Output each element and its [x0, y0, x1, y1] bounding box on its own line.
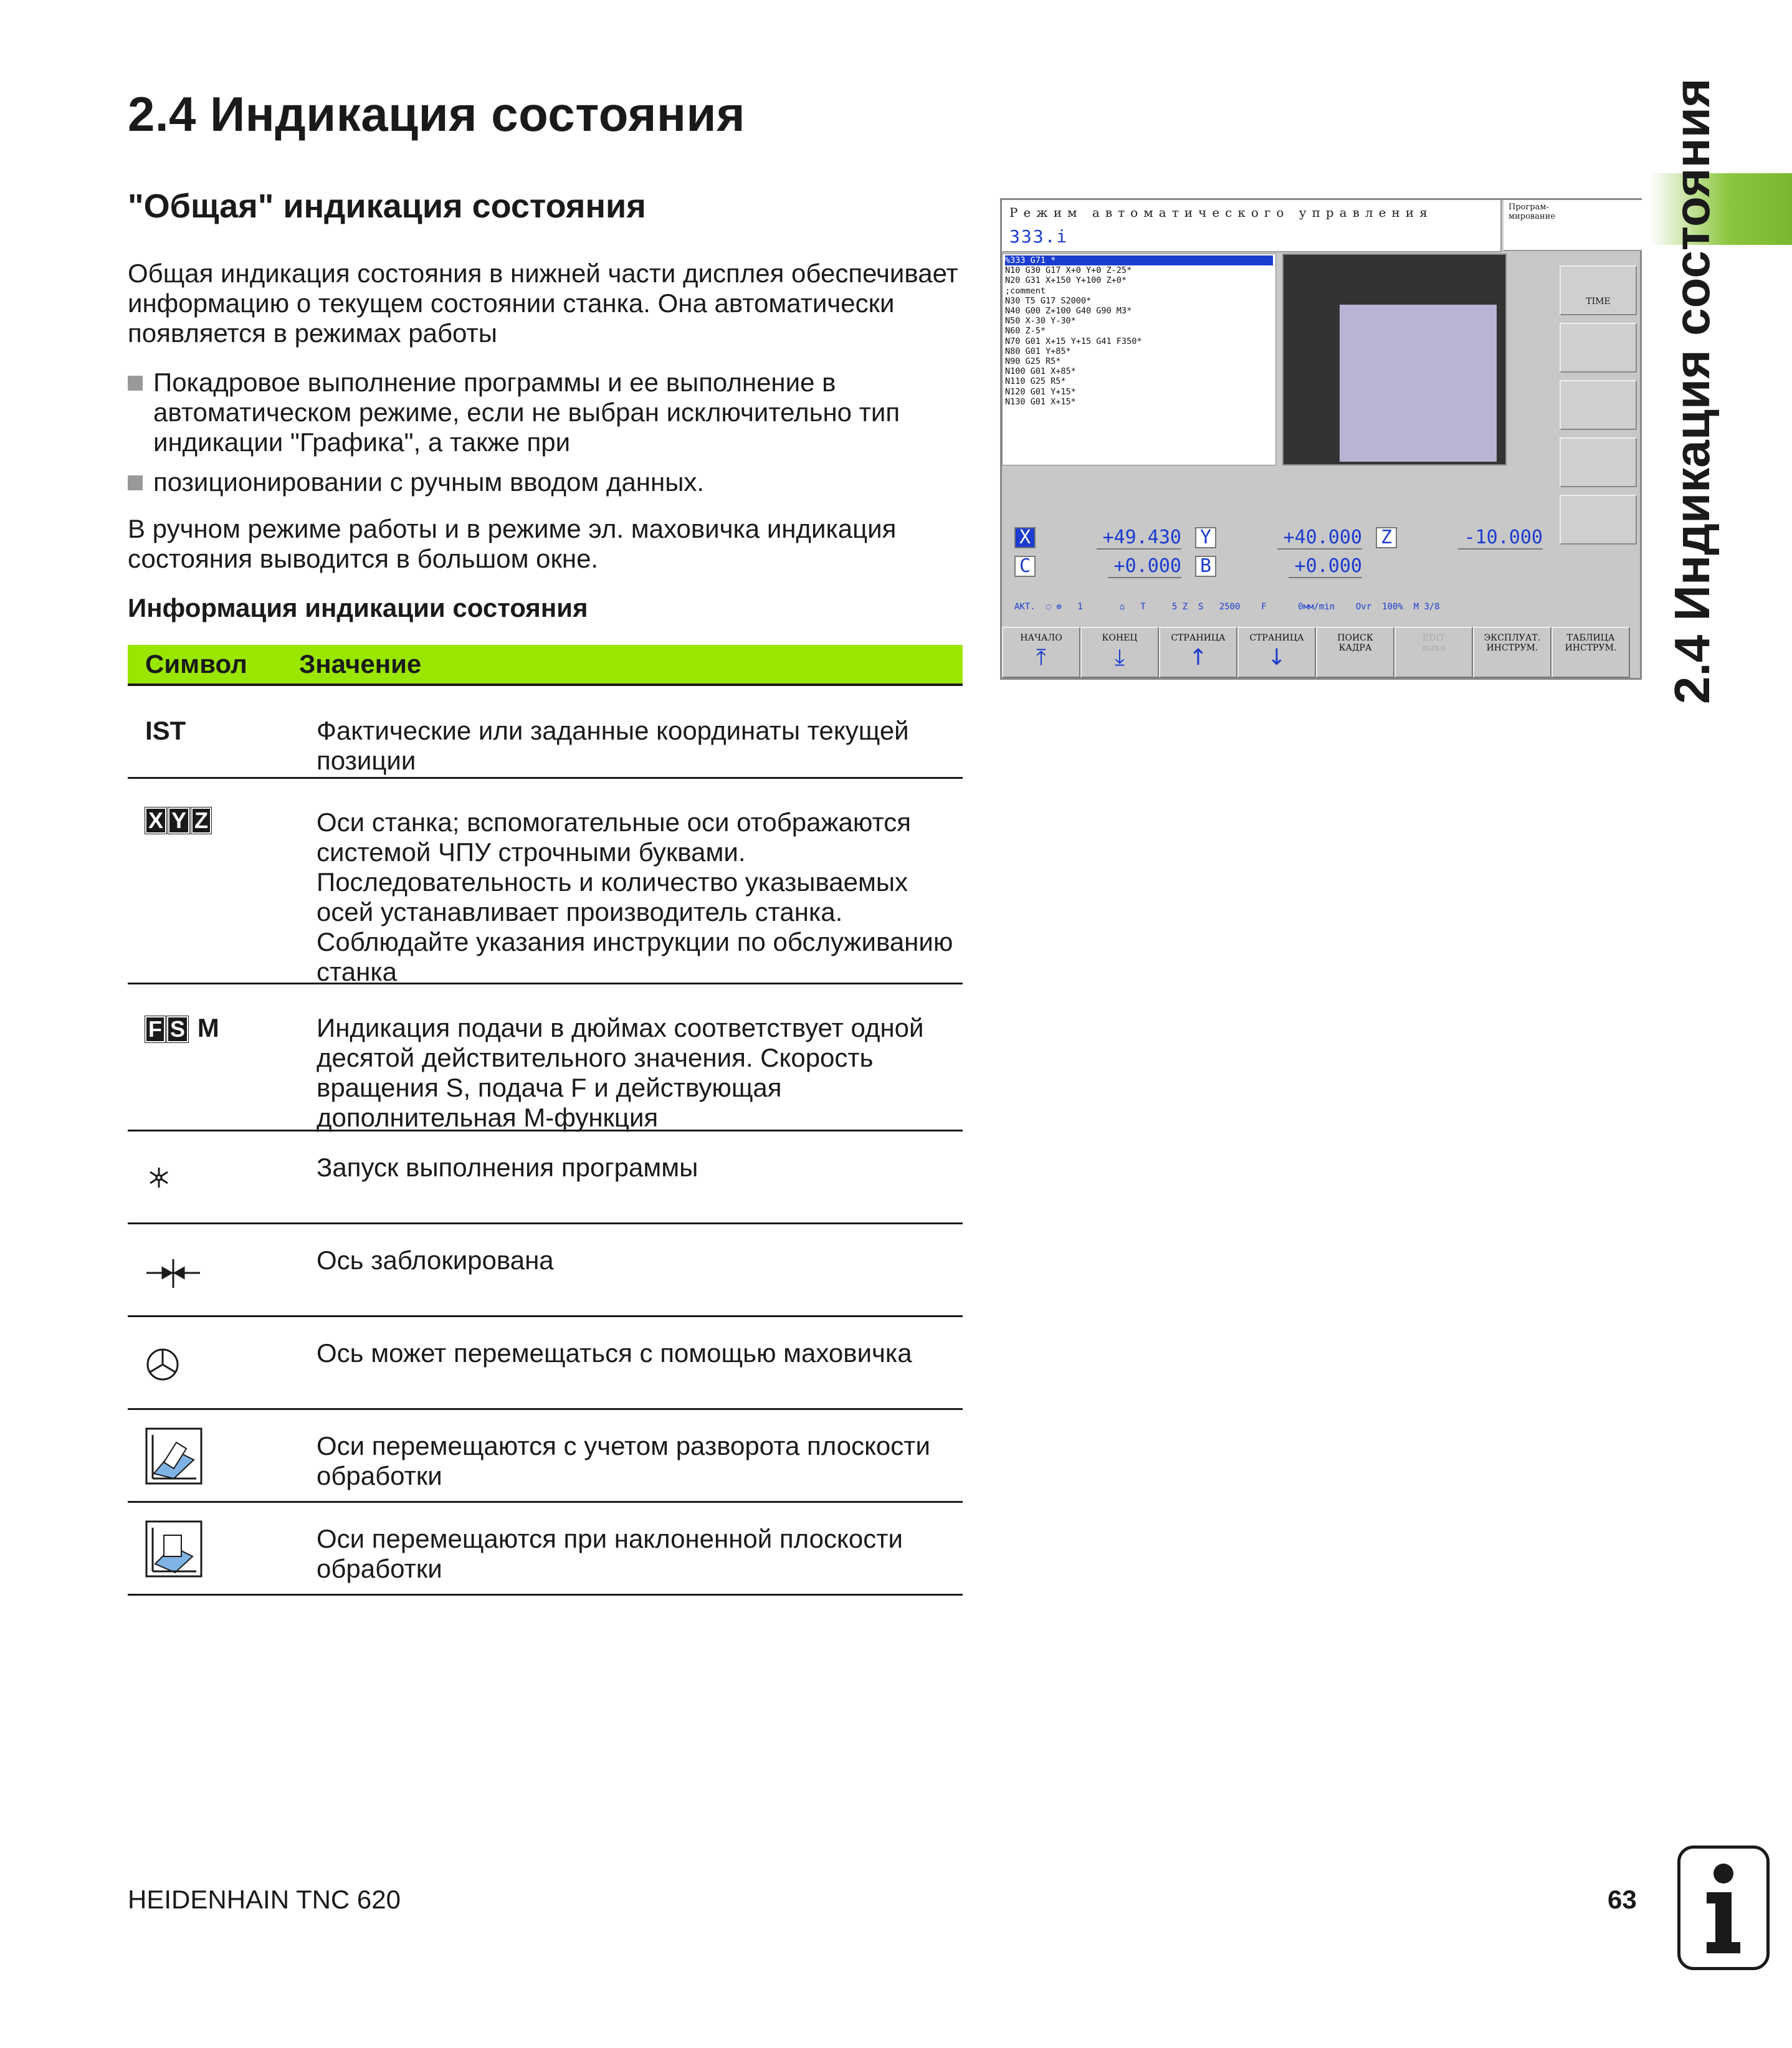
chapter-side-title: 2.4 Индикация состояния: [1664, 78, 1720, 704]
asterisk-icon: [145, 1164, 173, 1194]
symbol-ist: IST: [145, 716, 186, 745]
softkey-label: ТАБЛИЦА ИНСТРУМ.: [1565, 633, 1617, 653]
softkey-page-up[interactable]: [1159, 627, 1237, 678]
table-header: [128, 645, 963, 686]
code-line: N20 G31 X+150 Y+100 Z+0*: [1005, 275, 1127, 286]
softkey-block-search[interactable]: [1316, 627, 1394, 678]
key-f: F: [145, 1016, 165, 1042]
axis-key-y: Y: [168, 807, 189, 834]
axis-label: X: [1014, 527, 1036, 548]
info-icon: [1677, 1846, 1770, 1970]
row-value: Оси перемещаются при наклоненной плоскости обработки: [317, 1524, 903, 1583]
code-line: N70 G01 X+15 Y+15 G41 F350*: [1005, 336, 1142, 346]
row-value: Индикация подачи в дюймах соответствует одной десятой действительного значения. Скорость вращения S, подача F и действующая дополнительная М-функция: [317, 1013, 924, 1132]
code-line: ;comment: [1005, 285, 1046, 296]
side-softkey[interactable]: [1560, 495, 1637, 545]
mode-title: Режим автоматического управления: [1009, 205, 1433, 220]
axis-key-z: Z: [191, 807, 211, 834]
graphics-window: [1282, 254, 1507, 465]
axis-value: +40.000: [1277, 526, 1362, 550]
code-line: N80 G01 Y+85*: [1005, 346, 1071, 356]
axis-label: Y: [1195, 527, 1216, 548]
position-c: [1014, 556, 1181, 577]
symbol-axes: [145, 807, 213, 834]
handwheel-icon: [145, 1347, 180, 1385]
symbol-fsm: [145, 1013, 219, 1043]
status-info-table: [128, 645, 963, 1583]
code-line: N30 T5 G17 S2000*: [1005, 295, 1092, 306]
section-title: 2.4 Индикация состояния: [128, 87, 745, 141]
code-line: N10 G30 G17 X+0 Y+0 Z-25*: [1005, 265, 1132, 276]
table-row: [128, 686, 963, 779]
workpiece-graphic: [1340, 305, 1497, 462]
axis-label: B: [1195, 556, 1216, 577]
softkey-edit-off[interactable]: [1394, 627, 1473, 678]
code-line: N50 X-30 Y-30*: [1005, 316, 1076, 326]
code-line: N110 G25 R5*: [1005, 376, 1066, 387]
page-number: 63: [1608, 1885, 1637, 1914]
softkey-label: ЭКСПЛУАТ. ИНСТРУМ.: [1484, 633, 1541, 653]
softkey-end[interactable]: [1080, 627, 1159, 678]
list-item-text: Покадровое выполнение программы и ее выполнение в автоматическом режиме, если не выбран исключительно тип индикации "Графика", а также при: [153, 368, 900, 457]
tnc-screen-image: [1000, 198, 1642, 680]
manual-mode-paragraph: В ручном режиме работы и в режиме эл. маховичка индикация состояния выводится в большом окне.: [128, 514, 897, 573]
program-name: 333.i: [1009, 226, 1069, 247]
axis-value: -10.000: [1458, 526, 1543, 550]
code-line: N130 G01 X+15*: [1005, 396, 1076, 407]
code-line: N100 G01 X+85*: [1005, 366, 1076, 377]
table-row: [128, 779, 963, 984]
subsection-title: "Общая" индикация состояния: [128, 188, 646, 225]
arrow-down-icon: ↓: [1267, 645, 1287, 670]
arrow-up-icon: ⤒: [1036, 645, 1046, 670]
softkey-tool-table[interactable]: [1551, 627, 1630, 678]
footer-product: HEIDENHAIN TNC 620: [128, 1885, 401, 1914]
softkey-page-down[interactable]: [1237, 627, 1316, 678]
softkey-label: СТРАНИЦА: [1249, 633, 1304, 643]
code-line: N60 Z-5*: [1005, 326, 1046, 336]
row-value: Оси станка; вспомогательные оси отображаются системой ЧПУ строчными буквами. Последовательность и количество указываемых осей устанавливает производитель станка. Соблюдайте указания инструкции по обслуживанию станка: [317, 807, 953, 986]
side-softkey[interactable]: [1560, 323, 1637, 373]
axis-key-x: X: [145, 807, 166, 834]
key-m: M: [197, 1013, 219, 1042]
axis-label: Z: [1376, 527, 1397, 548]
list-item: [128, 467, 969, 497]
side-softkey[interactable]: [1560, 437, 1637, 487]
key-s: S: [167, 1016, 188, 1042]
bullet-square-icon: [128, 475, 143, 490]
position-y: [1195, 527, 1362, 548]
list-item-text: позиционировании с ручным вводом данных.: [153, 467, 705, 497]
axis-value: +49.430: [1097, 526, 1181, 550]
axis-value: +0.000: [1108, 555, 1181, 578]
list-item: [128, 368, 969, 457]
header-meaning: Значение: [299, 649, 422, 679]
code-line: N40 G00 Z+100 G40 G90 M3*: [1005, 306, 1132, 317]
softkey-label: ПОИСК КАДРА: [1337, 633, 1373, 653]
tilted-plane-icon: [145, 1520, 203, 1581]
arrow-up-icon: ↑: [1188, 645, 1208, 670]
table-caption: Информация индикации состояния: [128, 593, 588, 622]
axis-label: C: [1014, 556, 1036, 577]
axis-locked-icon: [145, 1254, 201, 1295]
code-line: N120 G01 Y+15*: [1005, 386, 1076, 397]
header-symbol: Символ: [145, 649, 247, 679]
code-line: %333 G71 *: [1005, 255, 1273, 265]
time-softkey[interactable]: TIME: [1560, 265, 1637, 315]
softkey-label: НАЧАЛО: [1020, 633, 1062, 643]
softkey-label: КОНЕЦ: [1102, 633, 1138, 643]
softkey-label: СТРАНИЦА: [1171, 633, 1226, 643]
softkey-tool-usage[interactable]: [1473, 627, 1551, 678]
code-line: N90 G25 R5*: [1005, 356, 1061, 367]
position-z: [1376, 527, 1543, 548]
tilt-rotation-icon: [145, 1427, 203, 1488]
softkey-bar: [1002, 627, 1640, 678]
table-row: [128, 1131, 963, 1224]
arrow-down-icon: ⤓: [1115, 645, 1125, 670]
mode-header: [1002, 200, 1502, 252]
row-value: Оси перемещаются с учетом разворота плоскости обработки: [317, 1431, 930, 1490]
row-value: Запуск выполнения программы: [317, 1153, 698, 1182]
intro-paragraph: Общая индикация состояния в нижней части дисплея обеспечивает информацию о текущем состоянии станка. Она автоматически появляется в режимах работы: [128, 259, 958, 348]
bullet-square-icon: [128, 376, 143, 391]
table-row: [128, 984, 963, 1131]
programming-mode-label: Програм- мирование: [1504, 200, 1642, 251]
position-b: [1195, 556, 1362, 577]
row-value: Фактические или заданные координаты текущей позиции: [317, 716, 909, 775]
axis-value: +0.000: [1289, 555, 1362, 578]
table-row: [128, 1224, 963, 1317]
table-row: [128, 1317, 963, 1410]
table-row: [128, 1410, 963, 1503]
softkey-label: EDIT выкл: [1422, 633, 1446, 653]
row-value: Ось заблокирована: [317, 1245, 554, 1275]
side-softkey[interactable]: [1560, 380, 1637, 430]
softkey-begin[interactable]: [1002, 627, 1080, 678]
table-row: [128, 1503, 963, 1596]
program-listing: [1002, 254, 1276, 465]
row-value: Ось может перемещаться с помощью маховичка: [317, 1338, 912, 1368]
status-line: АКТ. ◌ ⊕ 1 ⌂ T 5 Z S 2500 F 0мм/min Ovr 100% M 3/8: [1014, 602, 1440, 612]
side-softkey-bar: [1560, 265, 1639, 552]
position-x: [1014, 527, 1181, 548]
